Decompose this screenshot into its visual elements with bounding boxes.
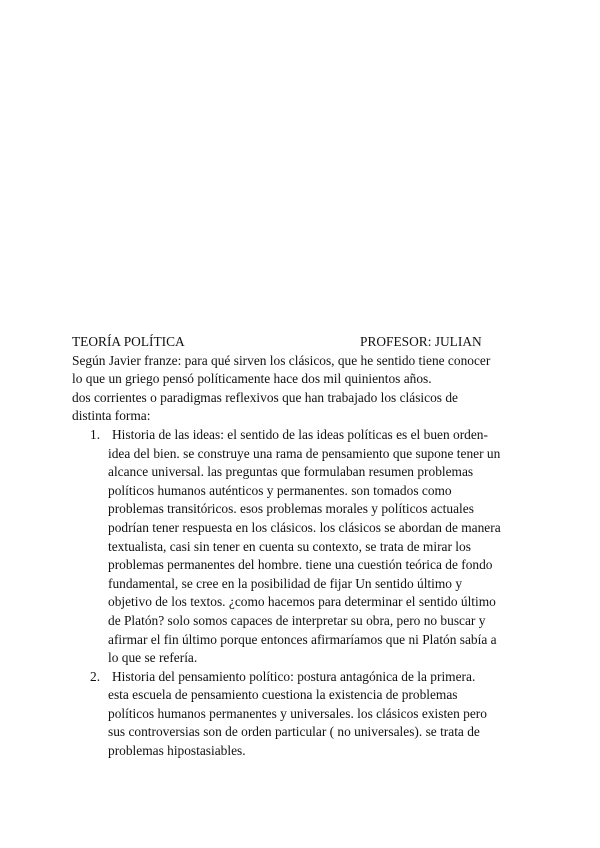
- list-item-line: políticos humanos auténticos y permanentes. son tomados como: [108, 482, 452, 498]
- list-item-line: alcance universal. las preguntas que formulaban resumen problemas: [108, 464, 474, 480]
- list-item-line: políticos humanos permanentes y universales. los clásicos existen pero: [108, 705, 487, 721]
- intro-line: dos corrientes o paradigmas reflexivos que han trabajado los clásicos de: [72, 389, 458, 405]
- intro-line: Según Javier franze: para qué sirven los clásicos, que he sentido tiene conocer: [72, 352, 491, 368]
- list-item-line: objetivo de los textos. ¿como hacemos para determinar el sentido último: [108, 594, 496, 610]
- list-item-line: fundamental, se cree en la posibilidad de fijar Un sentido último y: [108, 575, 463, 591]
- list-item-line: de Platón? solo somos capaces de interpretar su obra, pero no buscar y: [108, 612, 486, 628]
- document-body: [72, 333, 532, 761]
- intro-paragraph: [72, 352, 532, 426]
- list-item-line: Historia de las ideas: el sentido de las ideas políticas es el buen orden-: [112, 426, 488, 442]
- numbered-list: [72, 426, 532, 761]
- list-item-number: 2.: [90, 668, 101, 684]
- professor-label: PROFESOR: JULIAN: [360, 334, 482, 349]
- course-title: TEORÍA POLÍTICA: [72, 334, 185, 349]
- list-item: [72, 668, 532, 761]
- list-item-line: problemas transitóricos. esos problemas morales y políticos actuales: [108, 501, 474, 517]
- intro-line: lo que un griego pensó políticamente hace dos mil quinientos años.: [72, 371, 432, 387]
- list-item-line: lo que se refería.: [108, 650, 198, 666]
- list-item-line: sus controversias son de orden particular ( no universales). se trata de: [108, 724, 480, 740]
- list-item-line: problemas permanentes del hombre. tiene una cuestión teórica de fondo: [108, 557, 493, 573]
- intro-line: distinta forma:: [72, 408, 151, 424]
- list-item-line: afirmar el fin último porque entonces afirmaríamos que ni Platón sabía a: [108, 631, 497, 647]
- list-item-line: problemas hipostasiables.: [108, 743, 246, 759]
- list-item-line: podrían tener respuesta en los clásicos. los clásicos se abordan de manera: [108, 519, 501, 535]
- list-item-line: Historia del pensamiento político: postura antagónica de la primera.: [112, 668, 476, 684]
- list-item-line: idea del bien. se construye una rama de pensamiento que supone tener un: [108, 445, 501, 461]
- list-item-line: esta escuela de pensamiento cuestiona la existencia de problemas: [108, 687, 458, 703]
- list-item-number: 1.: [90, 426, 101, 442]
- list-item: [72, 426, 532, 668]
- list-item-line: textualista, casi sin tener en cuenta su contexto, se trata de mirar los: [108, 538, 471, 554]
- document-header: [72, 333, 532, 352]
